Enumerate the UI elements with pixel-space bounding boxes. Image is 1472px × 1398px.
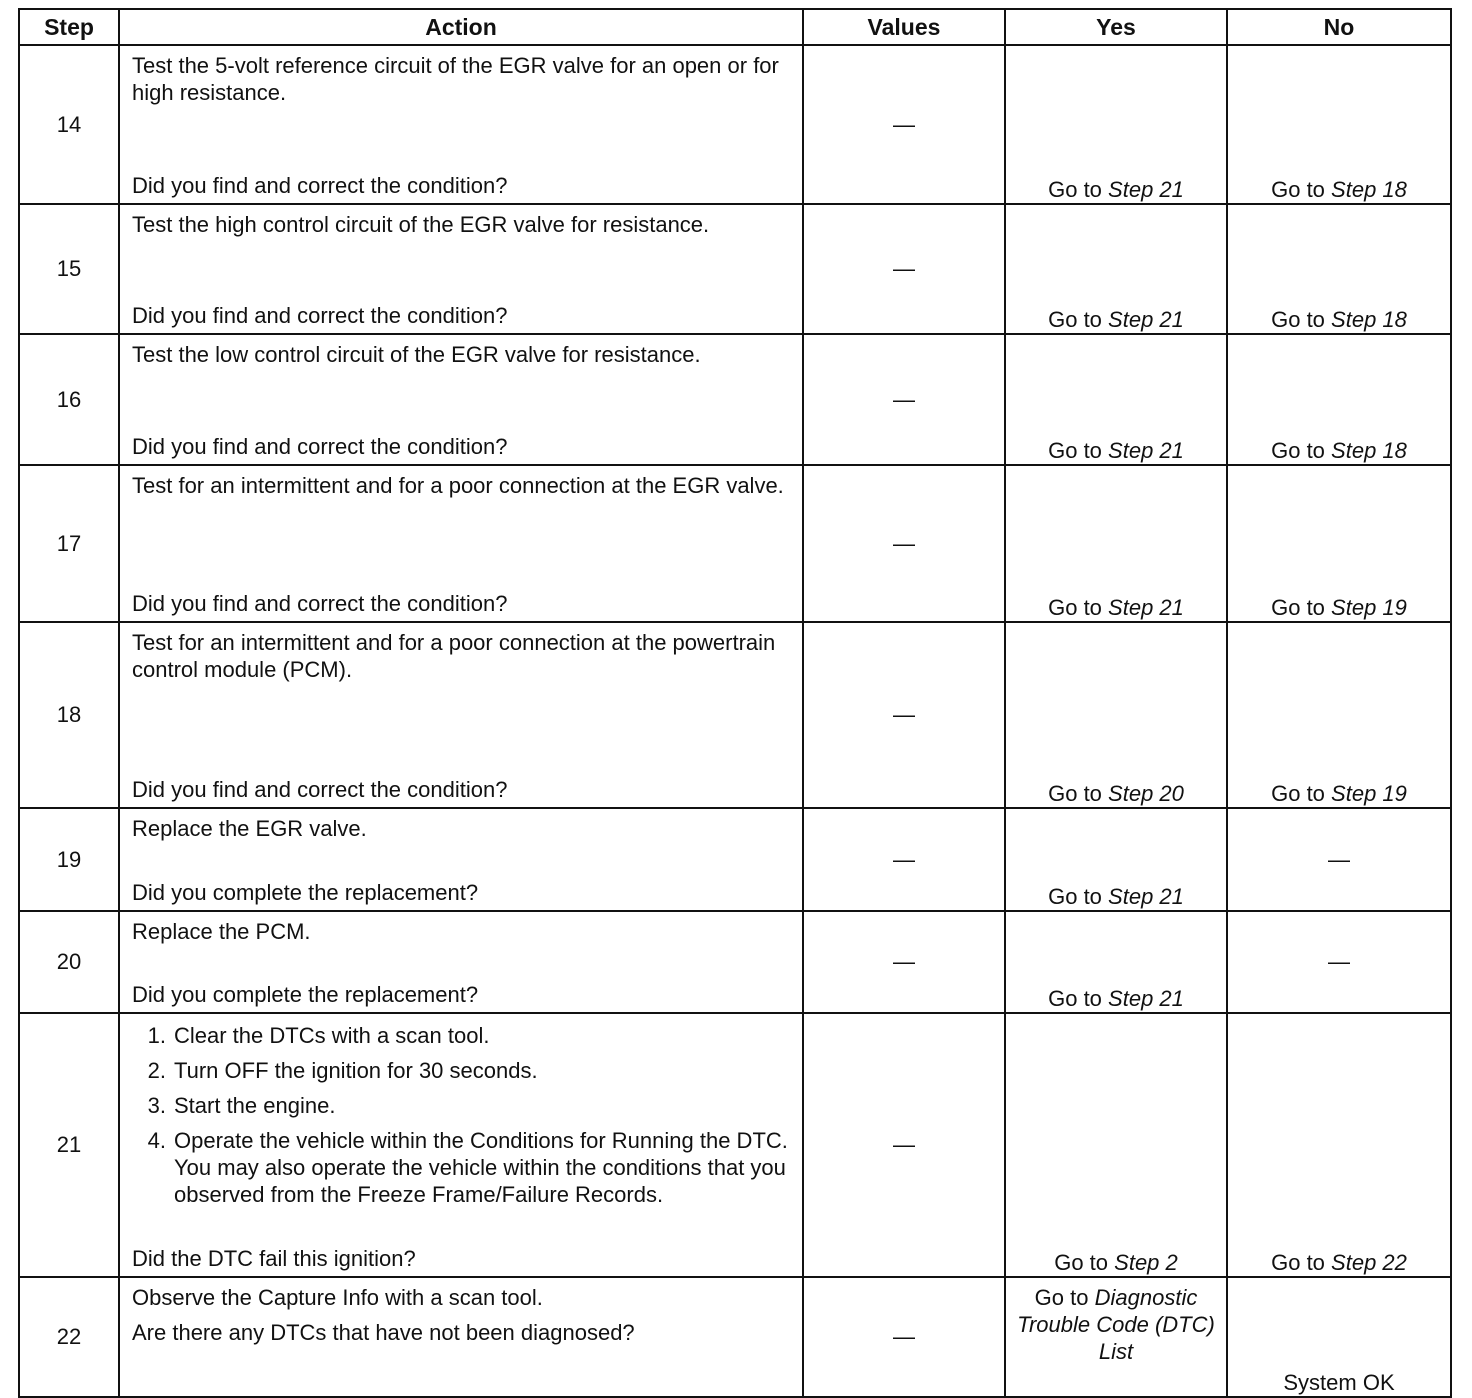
table-row <box>19 45 1451 204</box>
yes-cell: Go to Step 21 <box>1005 911 1227 1013</box>
yes-step-link[interactable]: Step 21 <box>1108 438 1184 463</box>
no-step-link[interactable]: Step 19 <box>1331 781 1407 806</box>
values-cell: — <box>803 808 1005 911</box>
action-cell <box>119 1277 803 1397</box>
no-cell: Go to Step 18 <box>1227 204 1451 334</box>
no-cell: Go to Step 19 <box>1227 622 1451 808</box>
yes-dtc-list-link[interactable]: Diagnostic Trouble Code (DTC) List <box>1017 1285 1215 1364</box>
table-row <box>19 1277 1451 1397</box>
step-number: 17 <box>19 465 119 622</box>
action-cell <box>119 334 803 465</box>
step-number: 20 <box>19 911 119 1013</box>
values-cell: — <box>803 622 1005 808</box>
action-step-list <box>132 1022 790 1208</box>
yes-step-link[interactable]: Step 2 <box>1114 1250 1178 1275</box>
action-question: Did you find and correct the condition? <box>132 303 508 328</box>
step-number: 18 <box>19 622 119 808</box>
action-question: Did you complete the replacement? <box>132 982 479 1007</box>
step-number: 22 <box>19 1277 119 1397</box>
table-row <box>19 622 1451 808</box>
values-cell: — <box>803 334 1005 465</box>
header-row <box>19 9 1451 45</box>
action-question: Did you find and correct the condition? <box>132 591 508 616</box>
action-text: Test for an intermittent and for a poor connection at the EGR valve. <box>132 473 784 498</box>
header-action: Action <box>119 9 803 45</box>
values-cell: — <box>803 911 1005 1013</box>
values-cell: — <box>803 45 1005 204</box>
no-step-link[interactable]: Step 18 <box>1331 307 1407 332</box>
no-cell: Go to Step 18 <box>1227 334 1451 465</box>
action-cell <box>119 1013 803 1277</box>
values-cell: — <box>803 1277 1005 1397</box>
no-step-link[interactable]: Step 18 <box>1331 438 1407 463</box>
action-question: Did you find and correct the condition? <box>132 173 508 198</box>
header-no: No <box>1227 9 1451 45</box>
step-number: 19 <box>19 808 119 911</box>
diagnostic-table <box>18 8 1452 1398</box>
action-question: Did you find and correct the condition? <box>132 777 508 802</box>
action-cell <box>119 911 803 1013</box>
yes-step-link[interactable]: Step 21 <box>1108 177 1184 202</box>
action-text: Test the high control circuit of the EGR valve for resistance. <box>132 212 710 237</box>
action-text: Observe the Capture Info with a scan tool. <box>132 1285 543 1310</box>
yes-cell: Go to Step 20 <box>1005 622 1227 808</box>
list-item: 1. Clear the DTCs with a scan tool. <box>147 1023 490 1048</box>
step-number: 15 <box>19 204 119 334</box>
table-row <box>19 808 1451 911</box>
table-row <box>19 334 1451 465</box>
values-cell: — <box>803 465 1005 622</box>
table-row <box>19 1013 1451 1277</box>
no-cell: Go to Step 18 <box>1227 45 1451 204</box>
list-item: 4. Operate the vehicle within the Conditions for Running the DTC. You may also operate the vehicle within the conditions that you observed from the Freeze Frame/Failure Records. <box>147 1128 788 1207</box>
yes-cell: Go to Step 21 <box>1005 45 1227 204</box>
no-cell: — <box>1227 808 1451 911</box>
no-cell: Go to Step 22 <box>1227 1013 1451 1277</box>
no-cell: System OK <box>1227 1277 1451 1397</box>
action-question: Did you complete the replacement? <box>132 880 479 905</box>
no-step-link[interactable]: Step 18 <box>1331 177 1407 202</box>
yes-cell: Go to Step 2 <box>1005 1013 1227 1277</box>
list-item: 2. Turn OFF the ignition for 30 seconds. <box>147 1058 538 1083</box>
action-text: Test for an intermittent and for a poor connection at the powertrain control module (PCM). <box>132 630 776 682</box>
yes-step-link[interactable]: Step 21 <box>1108 595 1184 620</box>
table-row <box>19 204 1451 334</box>
yes-step-link[interactable]: Step 21 <box>1108 884 1184 909</box>
no-cell: — <box>1227 911 1451 1013</box>
yes-step-link[interactable]: Step 21 <box>1108 307 1184 332</box>
header-yes: Yes <box>1005 9 1227 45</box>
table-row <box>19 911 1451 1013</box>
action-cell <box>119 622 803 808</box>
yes-cell: Go to Diagnostic Trouble Code (DTC) List <box>1005 1277 1227 1397</box>
yes-cell: Go to Step 21 <box>1005 204 1227 334</box>
yes-cell: Go to Step 21 <box>1005 808 1227 911</box>
step-number: 14 <box>19 45 119 204</box>
action-text: Replace the EGR valve. <box>132 816 367 841</box>
header-values: Values <box>803 9 1005 45</box>
header-step: Step <box>19 9 119 45</box>
list-item: 3. Start the engine. <box>147 1093 336 1118</box>
action-text: Test the 5-volt reference circuit of the EGR valve for an open or for high resistance. <box>132 53 779 105</box>
action-text: Replace the PCM. <box>132 919 311 944</box>
table-row <box>19 465 1451 622</box>
action-cell <box>119 808 803 911</box>
action-question: Are there any DTCs that have not been diagnosed? <box>132 1320 635 1345</box>
step-number: 21 <box>19 1013 119 1277</box>
action-question: Did you find and correct the condition? <box>132 434 508 459</box>
yes-step-link[interactable]: Step 20 <box>1108 781 1184 806</box>
values-cell: — <box>803 1013 1005 1277</box>
yes-step-link[interactable]: Step 21 <box>1108 986 1184 1011</box>
action-cell <box>119 204 803 334</box>
no-cell: Go to Step 19 <box>1227 465 1451 622</box>
action-cell <box>119 465 803 622</box>
step-number: 16 <box>19 334 119 465</box>
action-text: Test the low control circuit of the EGR valve for resistance. <box>132 342 701 367</box>
yes-cell: Go to Step 21 <box>1005 465 1227 622</box>
no-step-link[interactable]: Step 22 <box>1331 1250 1407 1275</box>
yes-cell: Go to Step 21 <box>1005 334 1227 465</box>
no-step-link[interactable]: Step 19 <box>1331 595 1407 620</box>
action-question: Did the DTC fail this ignition? <box>132 1246 416 1271</box>
values-cell: — <box>803 204 1005 334</box>
action-cell <box>119 45 803 204</box>
